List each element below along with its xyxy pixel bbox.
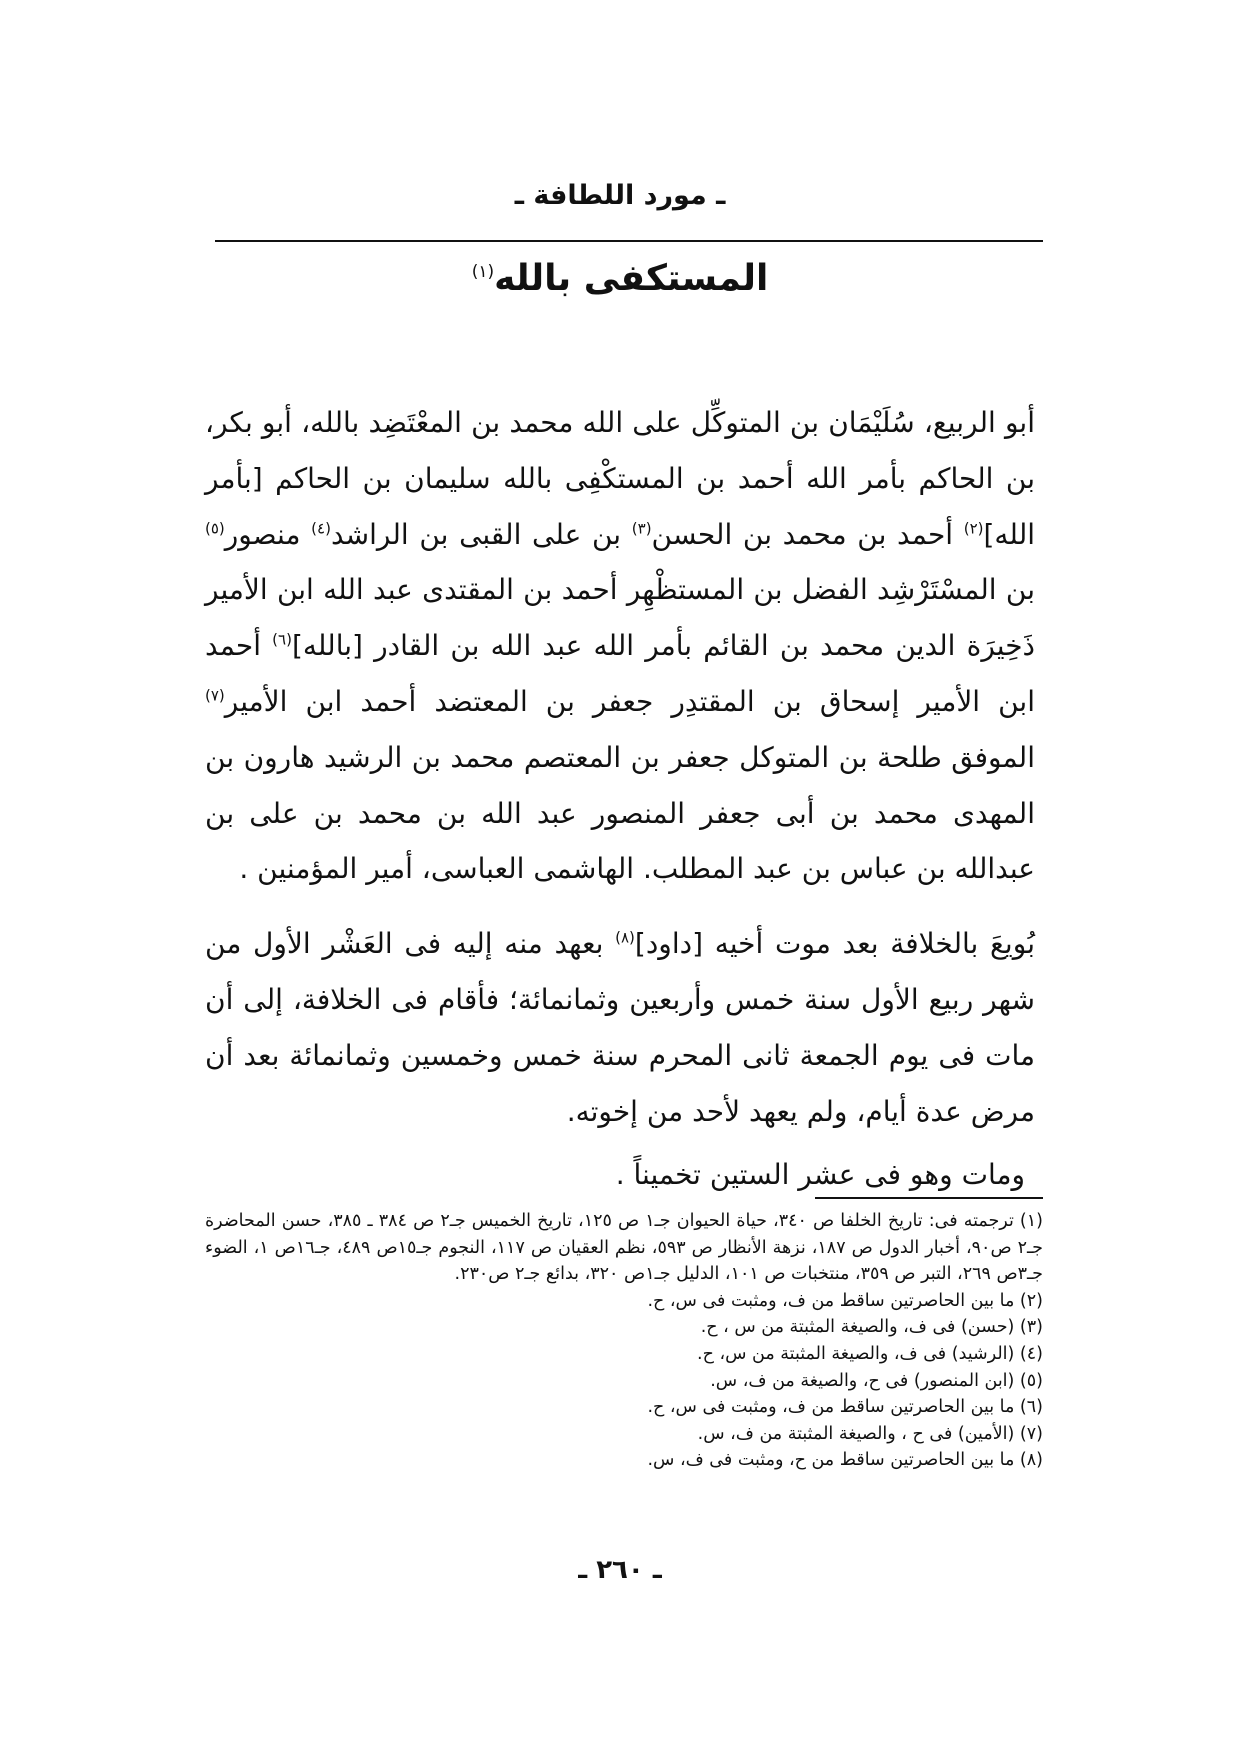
footnote-item: (٣) (حسن) فى ف، والصيغة المثبتة من س ، ح. <box>700 1317 1043 1338</box>
title-footnote-mark: (١) <box>471 262 495 282</box>
footnotes <box>205 1208 1043 1474</box>
footnote-reference: (٣) <box>631 519 652 538</box>
footnote-item: (٧) (الأمين) فى ح ، والصيغة المثبتة من ف، س. <box>697 1423 1043 1444</box>
footnote-item: (١) ترجمته فى: تاريخ الخلفا ص ٣٤٠، حياة الحيوان جـ١ ص ١٢٥، تاريخ الخميس جـ٢ ص ٣٨٤ ـ ٣٨٥، حسن المحاضرة جـ٢ ص٩٠، أخبار الدول ص ١٨٧، نزهة الأنظار ص ٥٩٣، نظم العقيان ص ١١٧، النجوم جـ١٥ص ٤٨٩، جـ١٦ص ١، الضوء جـ٣ص ٢٦٩، التبر ص ٣٥٩، منتخبات ص ١٠١، الدليل جـ١ص ٣٢٠، بدائع جـ٢ ص٢٣٠. <box>205 1211 1043 1285</box>
footnote-reference: (٧) <box>205 686 225 705</box>
closing-line: ومات وهو فى عشر الستين تخميناً . <box>615 1158 1025 1191</box>
footnote-reference: (٦) <box>272 630 292 649</box>
text-run: منصور <box>224 517 312 551</box>
text-run: بن على القبى بن الراشد <box>330 517 632 551</box>
body-text <box>205 395 1035 1139</box>
footnote-item: (٥) (ابن المنصور) فى ح، والصيغة من ف، س. <box>710 1370 1043 1391</box>
section-title-text: المستكفى بالله <box>494 258 769 299</box>
footnote-item: (٨) ما بين الحاصرتين ساقط من ح، ومثبت فى ف، س. <box>647 1450 1043 1471</box>
page-number: ـ ٢٦٠ ـ <box>578 1555 662 1585</box>
text-run: أحمد ابن الأمير إسحاق بن المقتدِر جعفر بن المعتضد أحمد ابن الأمير <box>205 629 1035 718</box>
body-paragraph <box>205 395 1035 897</box>
text-run: بن المسْتَرْشِد الفضل بن المستظْهِر أحمد بن المقتدى عبد الله ابن الأمير ذَخِيرَة الدين محمد بن القائم بأمر الله عبد الله بن القادر [بالله] <box>205 573 1035 663</box>
footnote-reference: (٥) <box>205 519 225 538</box>
footnote-reference: (٤) <box>311 519 331 538</box>
footnote-item: (٦) ما بين الحاصرتين ساقط من ف، ومثبت فى س، ح. <box>647 1397 1043 1418</box>
text-run: بعهد منه إليه فى العَشْر الأول من شهر ربيع الأول سنة خمس وأربعين وثمانمائة؛ فأقام فى الخلافة، إلى أن مات فى يوم الجمعة ثانى المحرم سنة خمس وخمسين وثمانمائة بعد أن مرض عدة أيام، ولم يعهد لأحد من إخوته. <box>205 927 1035 1128</box>
footnotes-rule <box>815 1197 1043 1199</box>
footnote-reference: (٢) <box>963 519 984 538</box>
footnote-item: (٢) ما بين الحاصرتين ساقط من ف، ومثبت فى س، ح. <box>647 1290 1043 1311</box>
text-run: أبو الربيع، سُلَيْمَان بن المتوكِّل على الله محمد بن المعْتَضِد بالله، أبو بكر، بن الحاكم بأمر الله أحمد بن المستكْفِى بالله سليمان بن الحاكم [بأمر الله] <box>205 406 1035 551</box>
text-run: بُويعَ بالخلافة بعد موت أخيه [داود] <box>634 927 1035 961</box>
text-run: الموفق طلحة بن المتوكل جعفر بن المعتصم محمد بن الرشيد هارون بن المهدى محمد بن أبى جعفر المنصور عبد الله بن محمد بن على بن عبدالله بن عباس بن عبد المطلب. الهاشمى العباسى، أمير المؤمنين . <box>205 740 1035 886</box>
text-run: أحمد بن محمد بن الحسن <box>651 517 964 551</box>
section-title <box>0 258 1240 299</box>
running-title: ـ مورد اللطافة ـ <box>514 180 726 211</box>
body-paragraph <box>205 916 1035 1139</box>
header-rule <box>215 240 1043 242</box>
footnote-reference: (٨) <box>615 928 635 947</box>
footnote-item: (٤) (الرشيد) فى ف، والصيغة المثبتة من س، ح. <box>697 1343 1043 1364</box>
